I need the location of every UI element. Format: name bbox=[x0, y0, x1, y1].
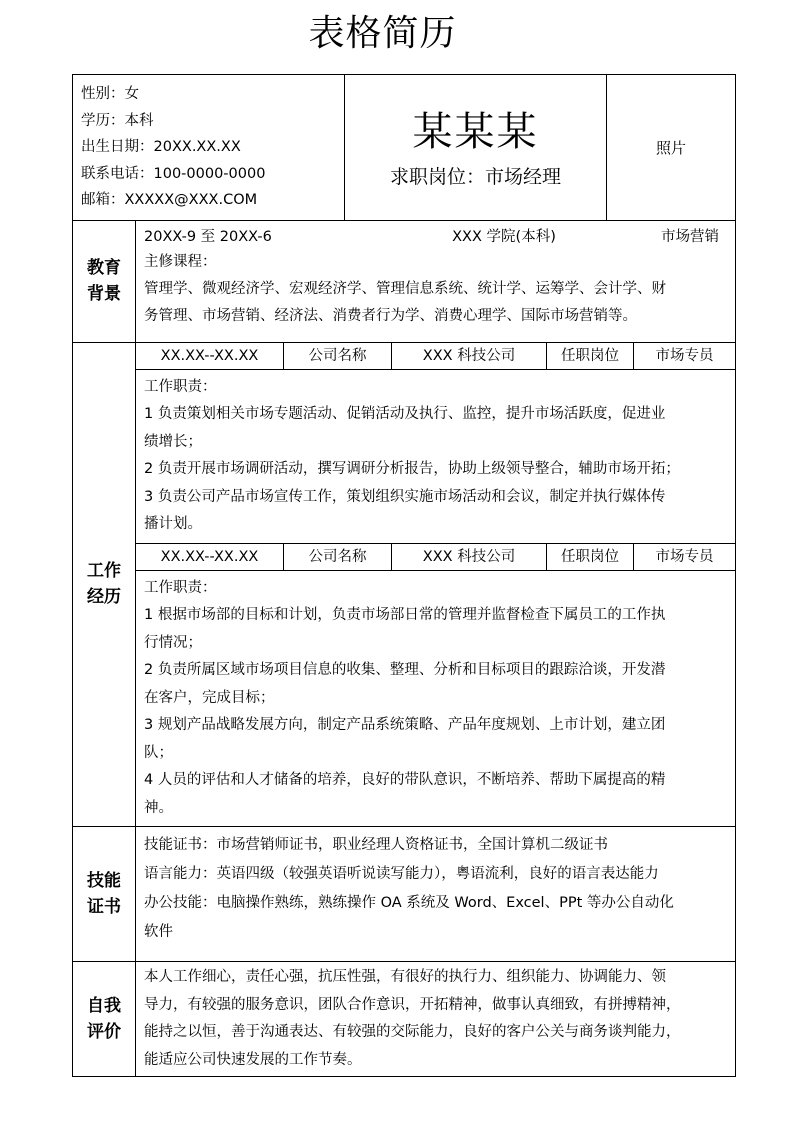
personal-info bbox=[73, 75, 344, 220]
self-evaluation-content bbox=[136, 962, 735, 1076]
self-evaluation-section bbox=[136, 962, 736, 1077]
work-period: XX.XX--XX.XX bbox=[136, 544, 284, 570]
work-entry-header bbox=[136, 343, 735, 370]
duty-line: 工作职责： bbox=[144, 378, 217, 395]
courses-line: 务管理、市场营销、经济法、消费者行为学、消费心理学、国际市场营销等。 bbox=[144, 307, 637, 324]
phone: 联系电话：100-0000-0000 bbox=[81, 165, 266, 182]
personal-info-cell bbox=[73, 75, 345, 221]
birth-date: 出生日期：20XX.XX.XX bbox=[81, 139, 241, 155]
photo-placeholder bbox=[607, 75, 736, 221]
job-target: 求职岗位：市场经理 bbox=[390, 166, 562, 189]
skill-line: 语言能力：英语四级（较强英语听说读写能力），粤语流利，良好的语言表达能力 bbox=[144, 866, 659, 882]
work-duties bbox=[136, 370, 735, 543]
skills-label: 技能 证书 bbox=[73, 827, 136, 962]
education-label: 教育 背景 bbox=[73, 220, 136, 342]
work-entry-header bbox=[136, 543, 735, 571]
company-label: 公司名称 bbox=[284, 544, 392, 570]
duty-line: 3 负责公司产品市场宣传工作，策划组织实施市场活动和会议，制定并执行媒体传 bbox=[144, 488, 666, 505]
duty-line: 4 人员的评估和人才储备的培养，良好的带队意识，不断培养、帮助下属提高的精 bbox=[144, 772, 666, 788]
duty-line: 工作职责： bbox=[144, 579, 217, 596]
position-name: 市场专员 bbox=[655, 548, 714, 565]
duty-line: 播计划。 bbox=[144, 516, 202, 532]
duty-line: 1 根据市场部的目标和计划，负责市场部日常的管理并监督检查下属员工的工作执 bbox=[144, 607, 666, 623]
skill-line: 软件 bbox=[144, 924, 173, 940]
self-evaluation-line: 能适应公司快速发展的工作节奏。 bbox=[144, 1051, 362, 1068]
position-label: 任职岗位 bbox=[547, 544, 634, 570]
education-header bbox=[136, 221, 735, 249]
self-evaluation-label: 自我 评价 bbox=[73, 962, 136, 1077]
work-label: 工作 经历 bbox=[73, 342, 136, 827]
education-level: 学历：本科 bbox=[81, 112, 154, 129]
self-evaluation-line: 本人工作细心，责任心强，抗压性强，有很好的执行力、组织能力、协调能力、领 bbox=[144, 969, 666, 985]
skill-line: 办公技能：电脑操作熟练，熟练操作 OA 系统及 Word、Excel、PPt 等办公自动化 bbox=[144, 895, 674, 911]
education-major: 市场营销 bbox=[661, 228, 720, 245]
education-section bbox=[136, 220, 736, 342]
work-section bbox=[136, 342, 736, 827]
self-evaluation-line: 导力，有较强的服务意识，团队合作意识，开拓精神，做事认真细致，有拼搏精神， bbox=[144, 996, 681, 1013]
self-evaluation-line: 能持之以恒，善于沟通表达、有较强的交际能力，良好的客户公关与商务谈判能力， bbox=[144, 1024, 681, 1040]
photo-label: 照片 bbox=[656, 138, 687, 157]
duty-line: 绩增长； bbox=[144, 433, 202, 450]
name-cell bbox=[345, 75, 607, 221]
skills-section bbox=[136, 827, 736, 962]
skills-content bbox=[136, 827, 735, 953]
resume-table bbox=[72, 74, 736, 1077]
work-period: XX.XX--XX.XX bbox=[136, 343, 284, 369]
duty-line: 3 规划产品战略发展方向，制定产品系统策略、产品年度规划、上市计划，建立团 bbox=[144, 717, 666, 733]
education-period: 20XX-9 至 20XX-6 bbox=[144, 228, 272, 245]
courses-line: 管理学、微观经济学、宏观经济学、管理信息系统、统计学、运筹学、会计学、财 bbox=[144, 280, 666, 297]
duty-line: 2 负责开展市场调研活动，撰写调研分析报告，协助上级领导整合，辅助市场开拓； bbox=[144, 461, 680, 477]
duty-line: 2 负责所属区域市场项目信息的收集、整理、分析和目标项目的跟踪洽谈，开发潜 bbox=[144, 662, 666, 678]
gender: 性别：女 bbox=[81, 86, 139, 102]
work-duties bbox=[136, 571, 735, 827]
education-school: XXX 学院(本科) bbox=[452, 228, 556, 245]
duty-line: 队； bbox=[144, 744, 173, 761]
company-name: XXX 科技公司 bbox=[392, 343, 547, 369]
duty-line: 1 负责策划相关市场专题活动、促销活动及执行、监控，提升市场活跃度，促进业 bbox=[144, 406, 666, 422]
courses bbox=[136, 249, 735, 330]
skill-line: 技能证书：市场营销师证书，职业经理人资格证书，全国计算机二级证书 bbox=[144, 837, 608, 853]
position-label: 任职岗位 bbox=[547, 343, 634, 369]
duty-line: 在客户，完成目标； bbox=[144, 689, 275, 706]
company-name: XXX 科技公司 bbox=[392, 544, 547, 570]
candidate-name: 某某某 bbox=[412, 109, 539, 156]
page-title: 表格简历 bbox=[308, 13, 457, 54]
duty-line: 神。 bbox=[144, 799, 173, 816]
duty-line: 行情况； bbox=[144, 634, 202, 651]
position-name: 市场专员 bbox=[655, 347, 714, 364]
courses-title: 主修课程： bbox=[144, 253, 217, 270]
email: 邮箱：XXXXX@XXX.COM bbox=[81, 192, 258, 208]
company-label: 公司名称 bbox=[284, 343, 392, 369]
